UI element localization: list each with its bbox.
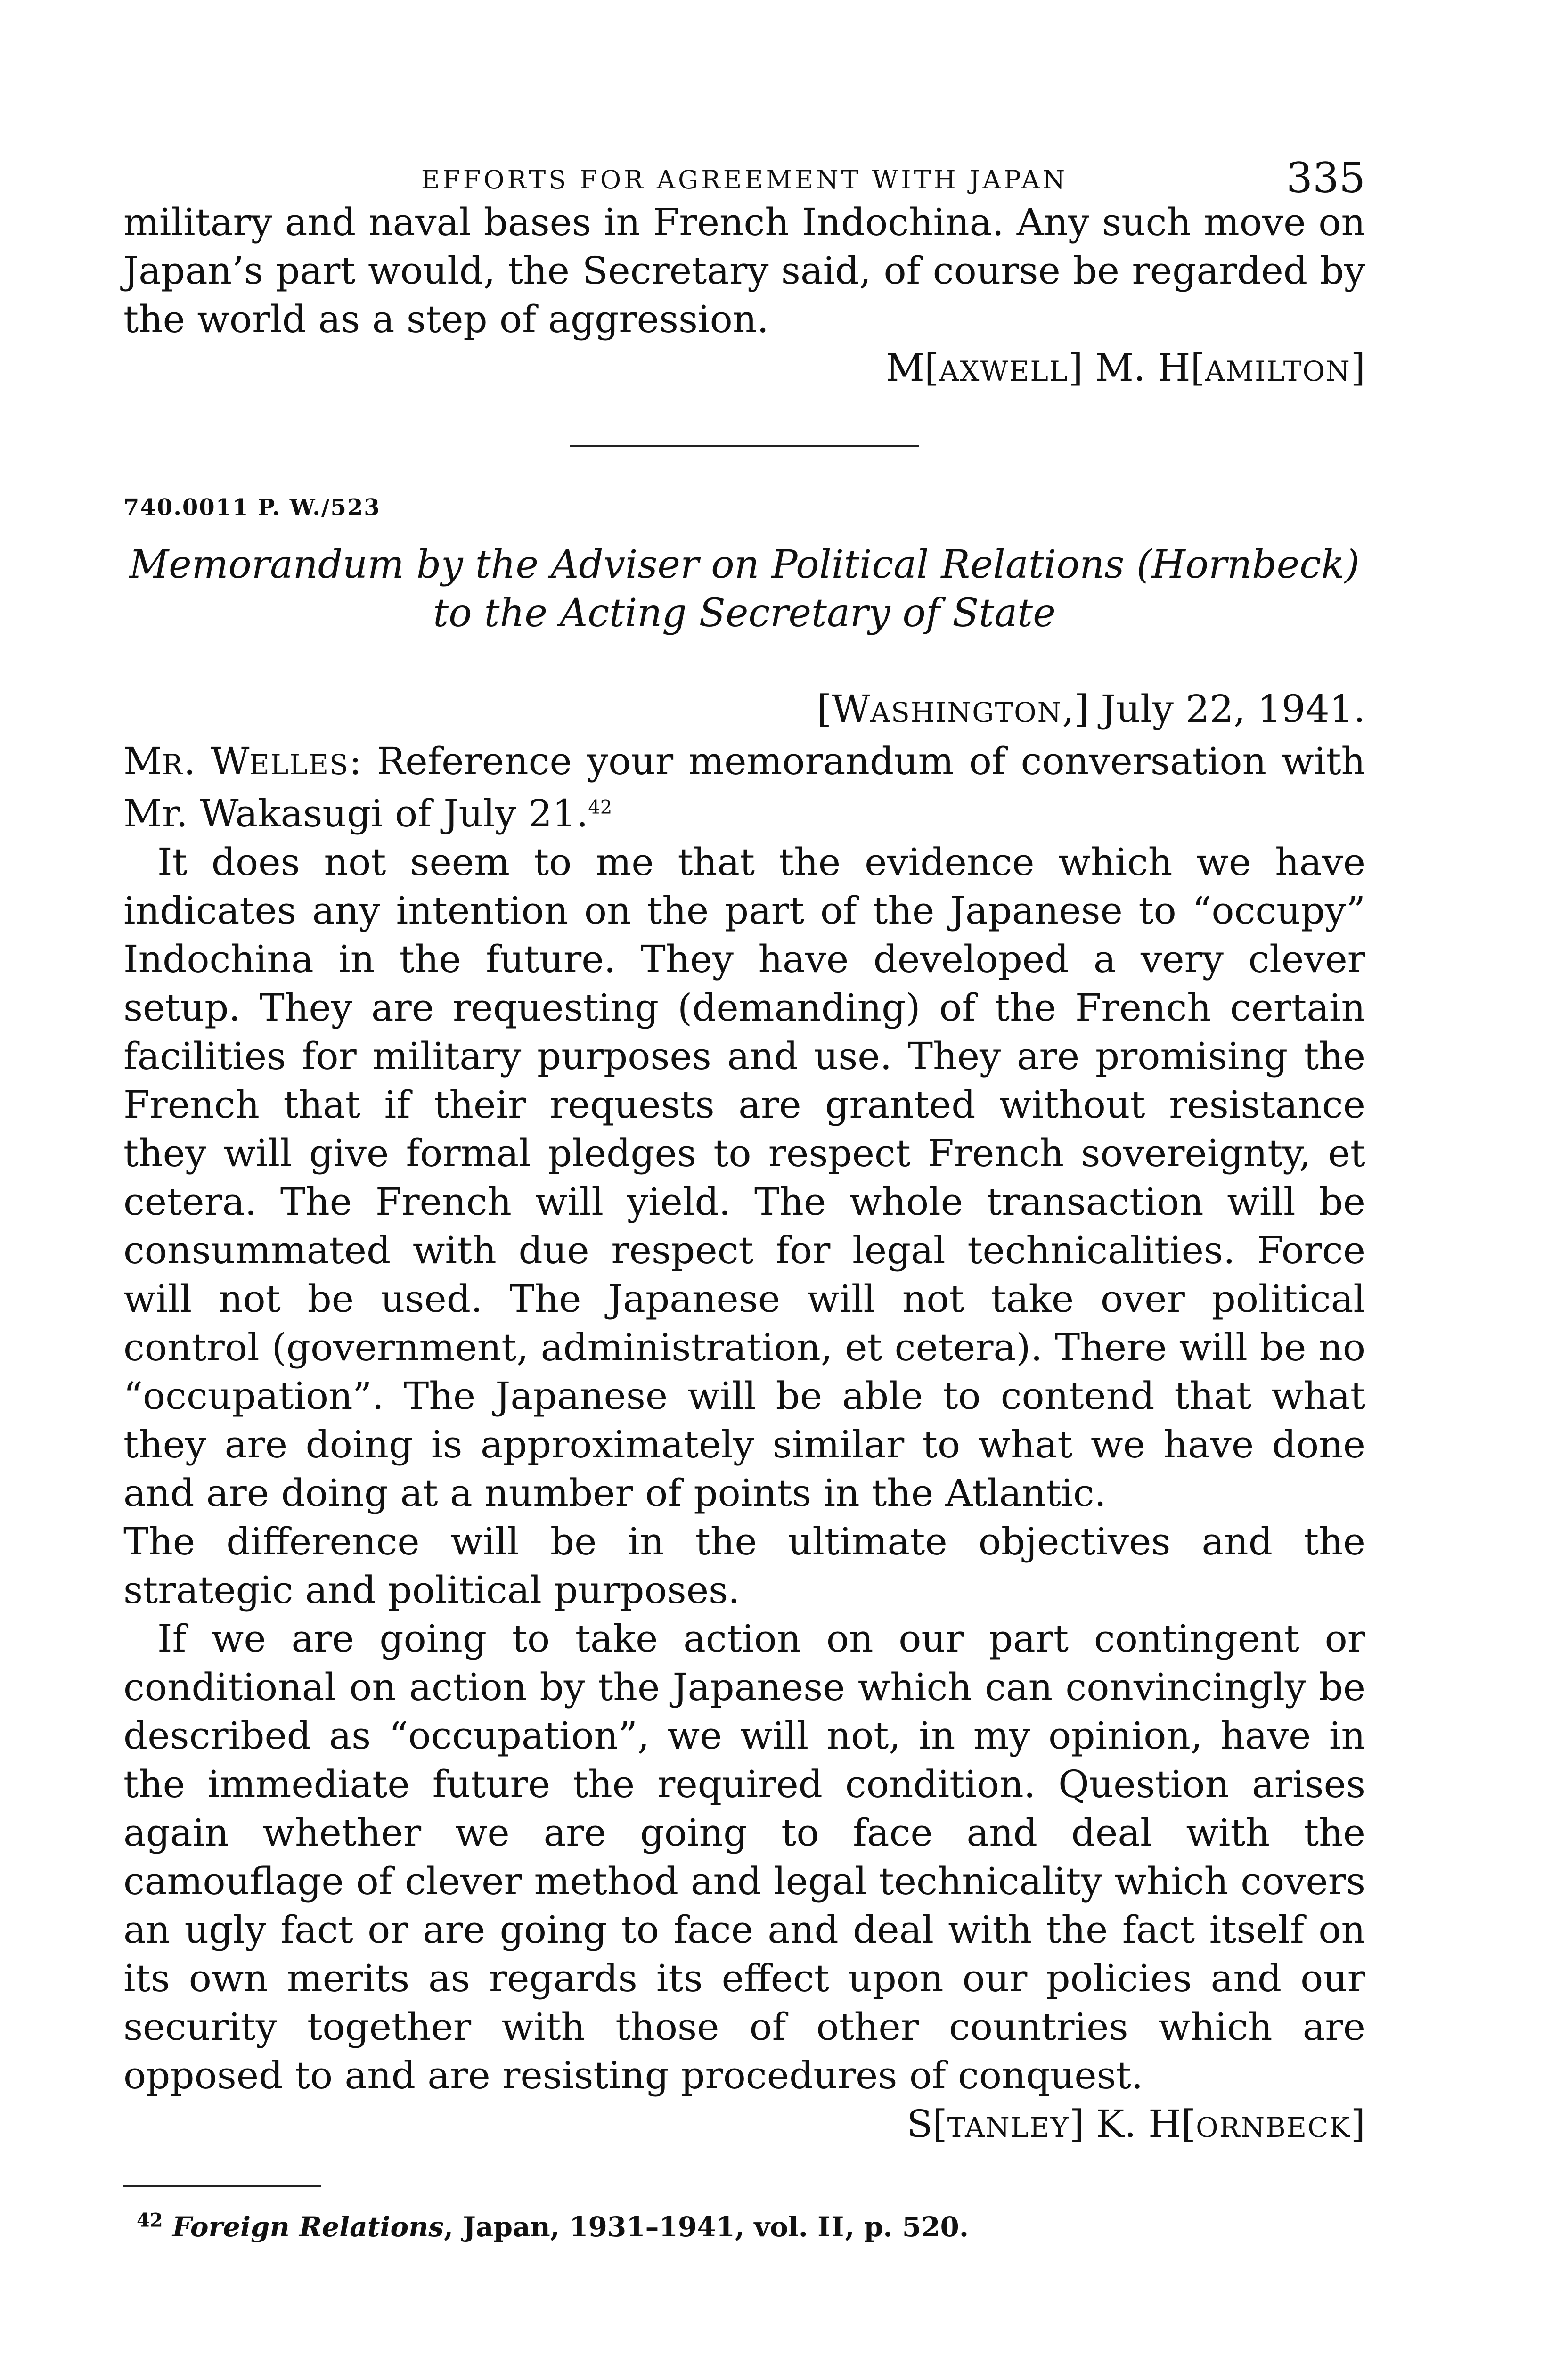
dateline: [WASHINGTON,] July 22, 1941. bbox=[817, 687, 1365, 731]
body-paragraph: It does not seem to me that the evidence which we have indicates any intention on the part of the Japanese to “occupy” Indochina in the future. They have developed a very clever setup. They are requesting (demanding) of the French certain facilities for military purposes and use. They are promising the French that if their requests are granted without resistance they will give formal pledges to respect French sovereignty, et cetera. The French will yield. The whole transaction will be consummated with due respect for legal technicalities. Force will not be used. The Japanese will not take over political control (government, administration, et cetera). There will be no “occupation”. The Japanese will be able to contend that what they are doing is approximately similar to what we have done and are doing at a number of points in the Atlantic. bbox=[123, 840, 1365, 1515]
opening-paragraph: MR. WELLES: Reference your memorandum of conversation with Mr. Wakasugi of July 21.42 bbox=[123, 739, 1365, 835]
previous-memo-closing-paragraph: military and naval bases in French Indochina. Any such move on Japan’s part would, the Secretary said, of course be regarded by the world as a step of aggression. bbox=[123, 200, 1365, 341]
document-page bbox=[123, 141, 1365, 2246]
footnote-title: Foreign Relations bbox=[172, 2211, 444, 2243]
hamilton-signature: M[AXWELL] M. H[AMILTON] bbox=[886, 346, 1365, 390]
running-title: EFFORTS FOR AGREEMENT WITH JAPAN bbox=[421, 165, 1068, 195]
file-number: 740.0011 P. W./523 bbox=[123, 494, 381, 521]
footnote-reference: 42 bbox=[588, 796, 612, 818]
running-header bbox=[123, 141, 1365, 202]
footnote: $^{42}$ Foreign Relations, Japan, 1931–1941, vol. II, p. 520. bbox=[137, 2209, 969, 2243]
footnote-marker: 42 bbox=[137, 2209, 163, 2232]
hornbeck-signature: S[TANLEY] K. H[ORNBECK] bbox=[906, 2102, 1365, 2146]
footnote-divider bbox=[123, 2185, 321, 2187]
body-paragraph: If we are going to take action on our part contingent or conditional on action by the Japanese which can convincingly be described as “occupation”, we will not, in my opinion, have in the immediate future the required condition. Question arises again whether we are going to face and deal with the camouflage of clever method and legal technicality which covers an ugly fact or are going to face and deal with the fact itself on its own merits as regards its effect upon our policies and our security together with those of other countries which are opposed to and are resisting procedures of conquest. bbox=[123, 1617, 1365, 2097]
salutation: MR. WELLES: bbox=[123, 739, 362, 783]
page-number: 335 bbox=[1286, 154, 1365, 202]
memorandum-heading: Memorandum by the Adviser on Political Relations (Hornbeck) to the Acting Secretary of State bbox=[129, 542, 1360, 636]
section-divider bbox=[570, 445, 919, 447]
body-paragraph: The difference will be in the ultimate objectives and the strategic and political purposes. bbox=[123, 1520, 1365, 1612]
